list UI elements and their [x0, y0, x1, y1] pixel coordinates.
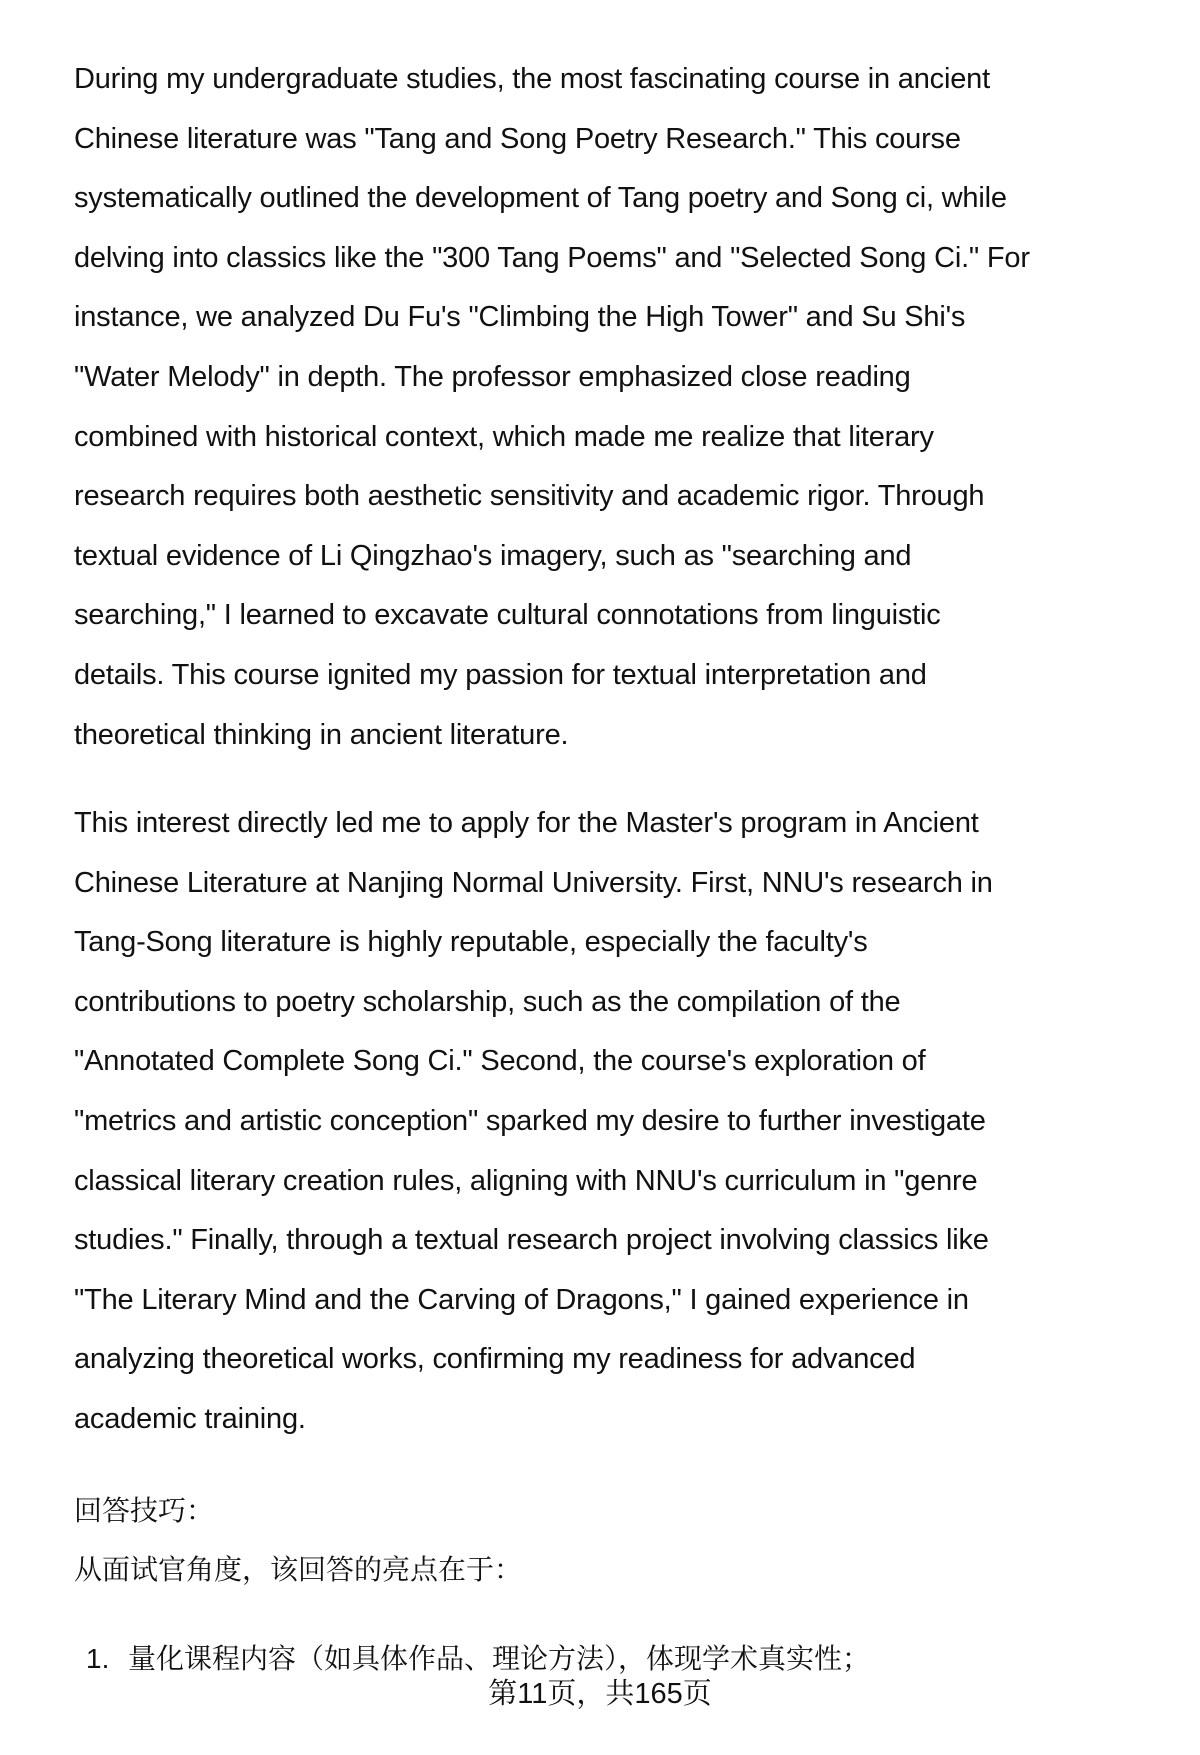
list-number: 1. — [86, 1643, 110, 1674]
text-line: combined with historical context, which made me realize that literary — [74, 420, 934, 453]
text-line: "The Literary Mind and the Carving of Dragons," I gained experience in — [74, 1283, 969, 1316]
text-line: academic training. — [74, 1402, 306, 1435]
text-line: Chinese literature was "Tang and Song Poetry Research." This course — [74, 122, 961, 155]
text-line: theoretical thinking in ancient literature. — [74, 718, 569, 751]
text-line: This interest directly led me to apply for the Master's program in Ancient — [74, 807, 979, 839]
text-line: textual evidence of Li Qingzhao's imagery, such as "searching and — [74, 539, 912, 572]
text-line: analyzing theoretical works, confirming my readiness for advanced — [74, 1343, 916, 1376]
text-line: systematically outlined the development of Tang poetry and Song ci, while — [74, 182, 1007, 215]
text-line: "Water Melody" in depth. The professor emphasized close reading — [74, 360, 911, 393]
text-line: Chinese Literature at Nanjing Normal University. First, NNU's research in — [74, 866, 993, 899]
list-text: 量化课程内容（如具体作品、理论方法），体现学术真实性； — [128, 1643, 871, 1674]
tips-heading: 回答技巧： — [74, 1495, 215, 1526]
text-line: instance, we analyzed Du Fu's "Climbing the High Tower" and Su Shi's — [74, 301, 966, 334]
text-line: details. This course ignited my passion for textual interpretation and — [74, 658, 927, 691]
text-line: studies." Finally, through a textual research project involving classics like — [74, 1224, 989, 1257]
paragraph-motivation — [74, 794, 1174, 1450]
tips-intro: 从面试官角度，该回答的亮点在于： — [74, 1554, 523, 1585]
list-item — [86, 1639, 870, 1679]
text-line: classical literary creation rules, aligning with NNU's curriculum in "genre — [74, 1164, 978, 1197]
text-line: delving into classics like the "300 Tang Poems" and "Selected Song Ci." For — [74, 241, 1030, 274]
page-number: 第11页，共165页 — [488, 1678, 712, 1710]
text-line: research requires both aesthetic sensitivity and academic rigor. Through — [74, 480, 985, 513]
text-line: "metrics and artistic conception" sparked my desire to further investigate — [74, 1104, 986, 1137]
text-line: contributions to poetry scholarship, such as the compilation of the — [74, 985, 901, 1018]
text-line: Tang-Song literature is highly reputable, especially the faculty's — [74, 926, 868, 959]
text-line: searching," I learned to excavate cultural connotations from linguistic — [74, 599, 941, 632]
paragraph-course — [74, 50, 1174, 765]
text-line: During my undergraduate studies, the most fascinating course in ancient — [74, 63, 990, 95]
text-line: "Annotated Complete Song Ci." Second, the course's exploration of — [74, 1045, 926, 1078]
